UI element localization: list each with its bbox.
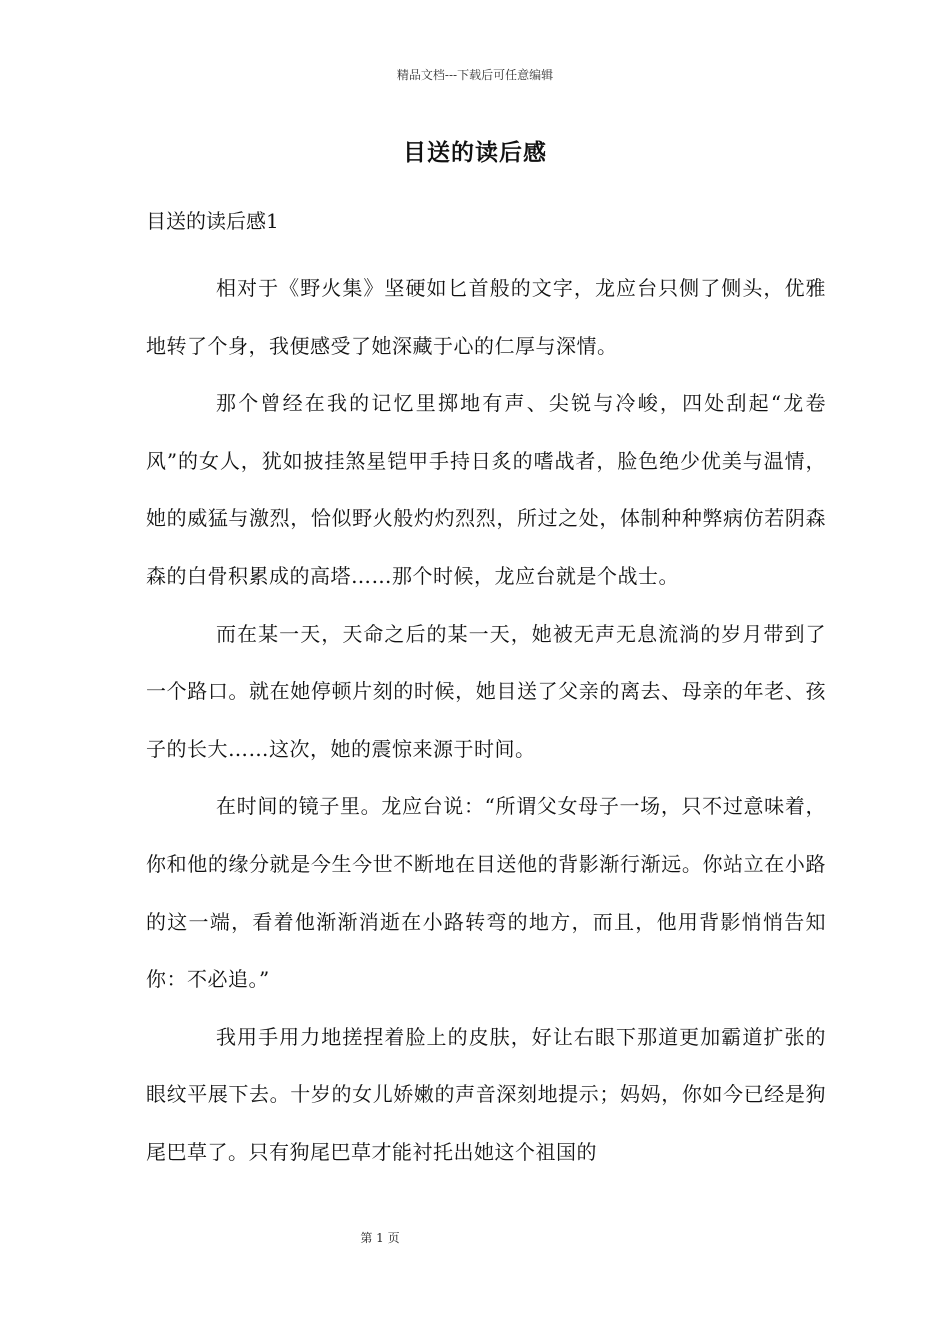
paragraph-3: 而在某一天，天命之后的某一天，她被无声无息流淌的岁月带到了一个路口。就在她停顿片刻的时候，她目送了父亲的离去、母亲的年老、孩子的长大……这次，她的震惊来源于时间。	[146, 621, 826, 761]
section-subheading: 目送的读后感1	[146, 209, 279, 233]
paragraph-1: 相对于《野火集》坚硬如匕首般的文字，龙应台只侧了侧头，优雅地转了个身，我便感受了她深藏于心的仁厚与深情。	[146, 276, 826, 358]
document-title: 目送的读后感	[403, 139, 547, 166]
paragraph-2: 那个曾经在我的记忆里掷地有声、尖锐与冷峻，四处刮起“龙卷风”的女人，犹如披挂煞星铠甲手持日炙的嗜战者，脸色绝少优美与温情，她的威猛与激烈，恰似野火般灼灼烈烈，所过之处，体制种种弊病仿若阴森森的白骨积累成的高塔……那个时候，龙应台就是个战士。	[146, 391, 826, 588]
page-number: 第 1 页	[360, 1231, 400, 1245]
page-header-note: 精品文档---下载后可任意编辑	[396, 68, 554, 82]
paragraph-5: 我用手用力地搓捏着脸上的皮肤，好让右眼下那道更加霸道扩张的眼纹平展下去。十岁的女儿娇嫩的声音深刻地提示；妈妈，你如今已经是狗尾巴草了。只有狗尾巴草才能衬托出她这个祖国的	[146, 1024, 826, 1164]
document-body	[146, 260, 826, 1182]
paragraph-4: 在时间的镜子里。龙应台说：“所谓父女母子一场，只不过意味着，你和他的缘分就是今生今世不断地在目送他的背影渐行渐远。你站立在小路的这一端，看着他渐渐消逝在小路转弯的地方，而且，他用背影悄悄告知你：不必追。”	[146, 794, 826, 992]
